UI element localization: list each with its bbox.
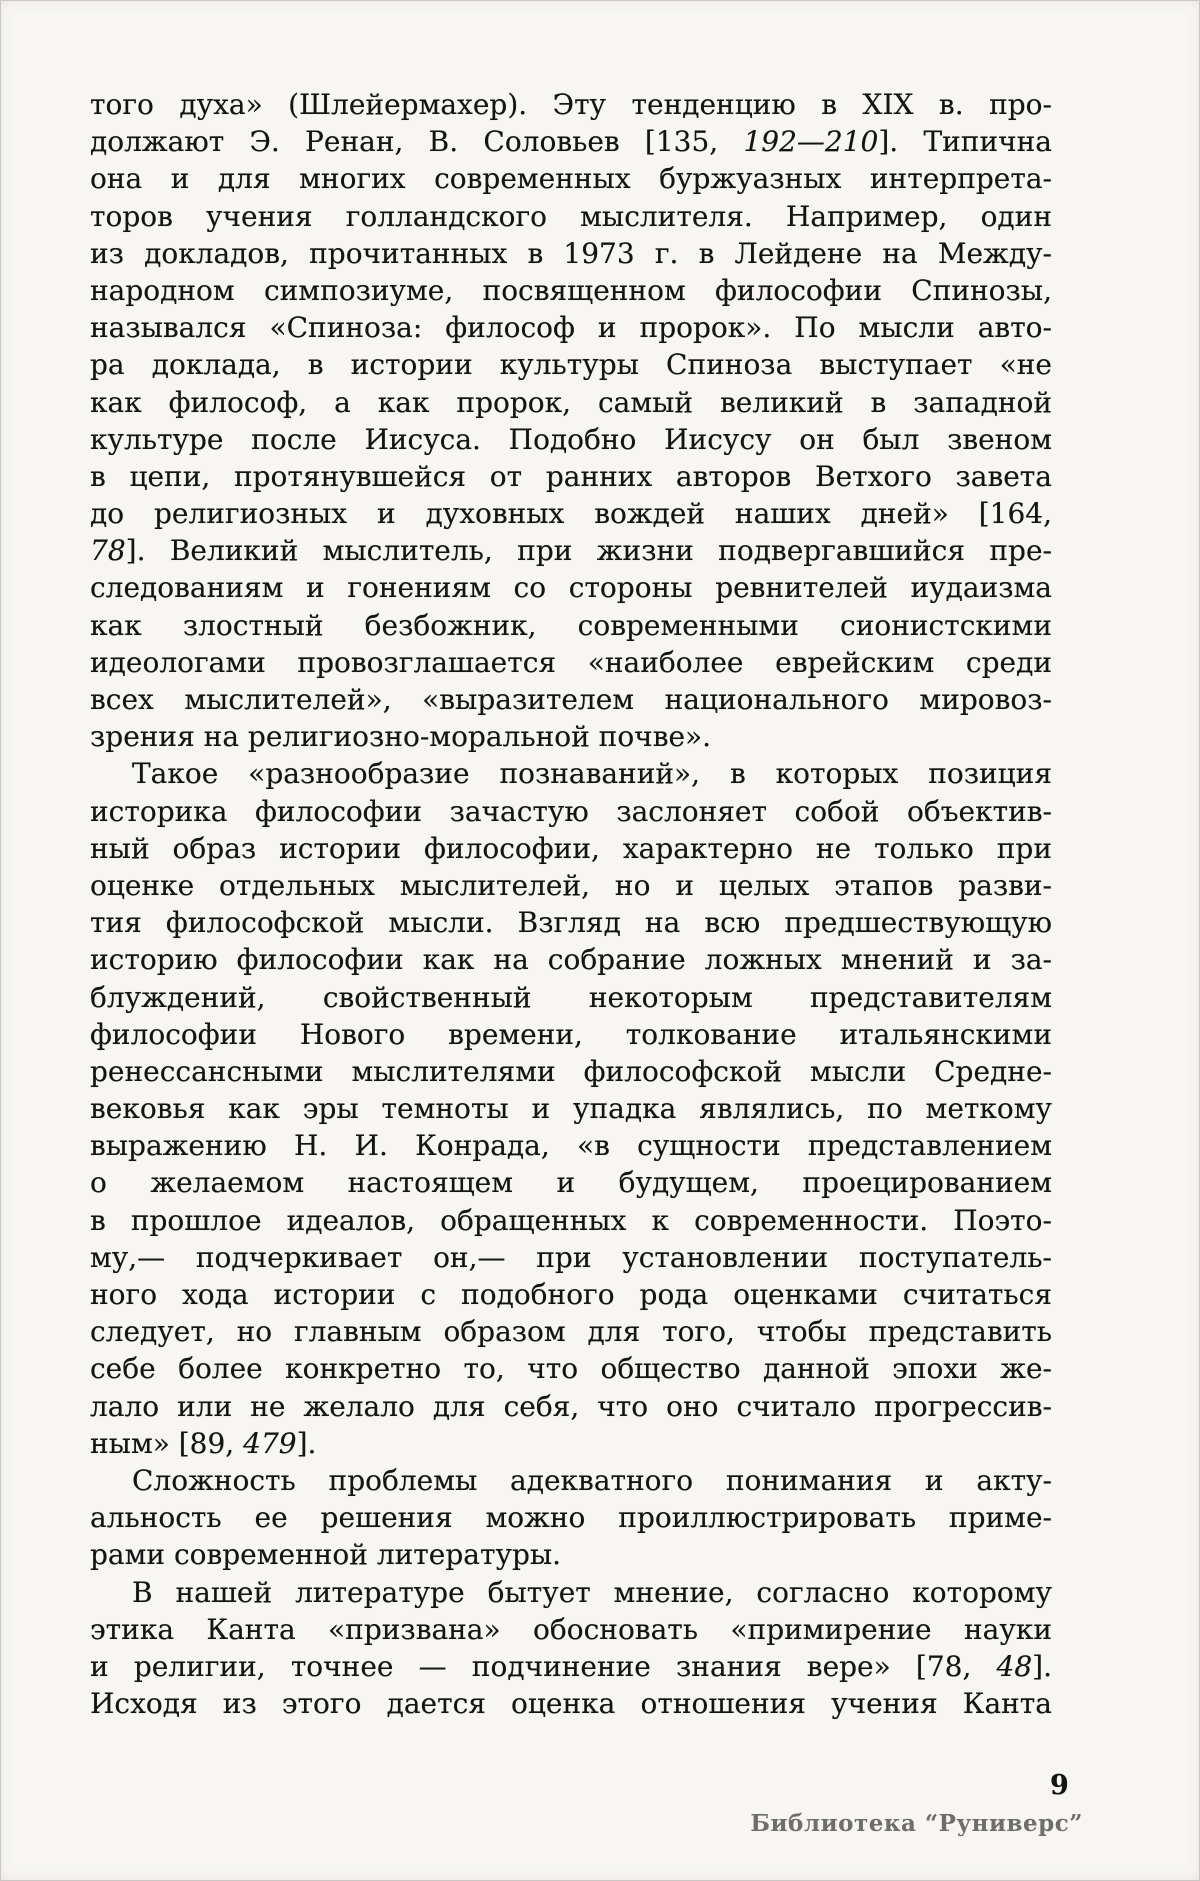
text-line: себе более конкретно то, что общество данной эпохи же- [90,1352,1052,1386]
text-line: рами современной литературы. [90,1538,562,1572]
text-line: ра доклада, в истории культуры Спиноза выступает «не [90,348,1052,382]
text-line: следует, но главным образом для того, чтобы представить [90,1315,1052,1349]
text-line: В нашей литературе бытует мнение, согласно которому [132,1575,1052,1609]
text-line: выражению Н. И. Конрада, «в сущности представлением [90,1129,1052,1163]
text-line: философии Нового времени, толкование итальянскими [90,1017,1052,1051]
text-line: зрения на религиозно-моральной почве». [90,720,712,754]
text-line: этика Канта «призвана» обосновать «примирение науки [90,1612,1052,1646]
text-line: 78]. Великий мыслитель, при жизни подвергавшийся пре- [90,534,1052,568]
text-line: тия философской мысли. Взгляд на всю предшествующую [90,906,1052,940]
paragraph [90,1462,1052,1574]
text-line: ного хода истории с подобного рода оценками считаться [90,1278,1052,1311]
paragraph [90,755,1052,1462]
text-block [90,86,1052,1722]
text-line: идеологами провозглашается «наиболее еврейским среди [90,645,1052,679]
text-line: историю философии как на собрание ложных мнений и за- [90,943,1052,977]
text-line: из докладов, прочитанных в 1973 г. в Лейдене на Между- [90,236,1052,270]
text-line: Исходя из этого дается оценка отношения учения Канта [90,1687,1052,1721]
text-line: до религиозных и духовных вождей наших дней» [164, [90,497,1052,531]
watermark: Библиотека “Руниверс” [750,1810,1083,1837]
text-line: оценке отдельных мыслителей, но и целых этапов разви- [90,868,1052,902]
text-line: блуждений, свойственный некоторым представителям [90,980,1052,1014]
text-line: в прошлое идеалов, обращенных к современности. Поэто- [90,1203,1052,1237]
paragraph [90,1574,1052,1723]
text-line: всех мыслителей», «выразителем национального мировоз- [90,683,1052,716]
text-line: Такое «разнообразие познаваний», в которых позиция [132,757,1052,791]
text-line: культуре после Иисуса. Подобно Иисусу он был звеном [90,422,1052,456]
text-line: того духа» (Шлейермахер). Эту тенденцию в XIX в. про- [90,88,1052,121]
text-line: в цепи, протянувшейся от ранних авторов Ветхого завета [90,459,1052,493]
text-line: лало или не желало для себя, что оно считало прогрессив- [90,1389,1052,1423]
paragraph [90,86,1052,755]
text-line: ный образ истории философии, характерно не только при [90,831,1052,865]
text-line: она и для многих современных буржуазных интерпрета- [90,162,1052,196]
text-line: как философ, а как пророк, самый великий в западной [90,385,1052,419]
page-number: 9 [1050,1770,1069,1801]
text-line: историка философии зачастую заслоняет собой объектив- [90,794,1052,828]
text-line: ренессансными мыслителями философской мысли Средне- [90,1054,1052,1088]
text-line: вековья как эры темноты и упадка являлись, по меткому [90,1092,1052,1126]
text-line: назывался «Спиноза: философ и пророк». По мысли авто- [90,311,1052,345]
text-line: и религии, точнее — подчинение знания вере» [78, 48]. [90,1649,1052,1683]
text-line: ным» [89, 479]. [90,1426,317,1460]
text-line: о желаемом настоящем и будущем, проецированием [90,1166,1052,1200]
text-line: Сложность проблемы адекватного понимания и акту- [132,1463,1052,1497]
text-line: торов учения голландского мыслителя. Например, один [90,199,1052,233]
text-line: следованиям и гонениям со стороны ревнителей иудаизма [90,571,1052,605]
text-line: альность ее решения можно проиллюстрировать приме- [90,1501,1052,1535]
text-line: как злостный безбожник, современными сионистскими [90,608,1052,642]
text-line: народном симпозиуме, посвященном философии Спинозы, [90,273,1052,307]
text-line: должают Э. Ренан, В. Соловьев [135, 192—210]. Типична [90,125,1052,159]
text-line: му,— подчеркивает он,— при установлении поступатель- [90,1240,1052,1274]
